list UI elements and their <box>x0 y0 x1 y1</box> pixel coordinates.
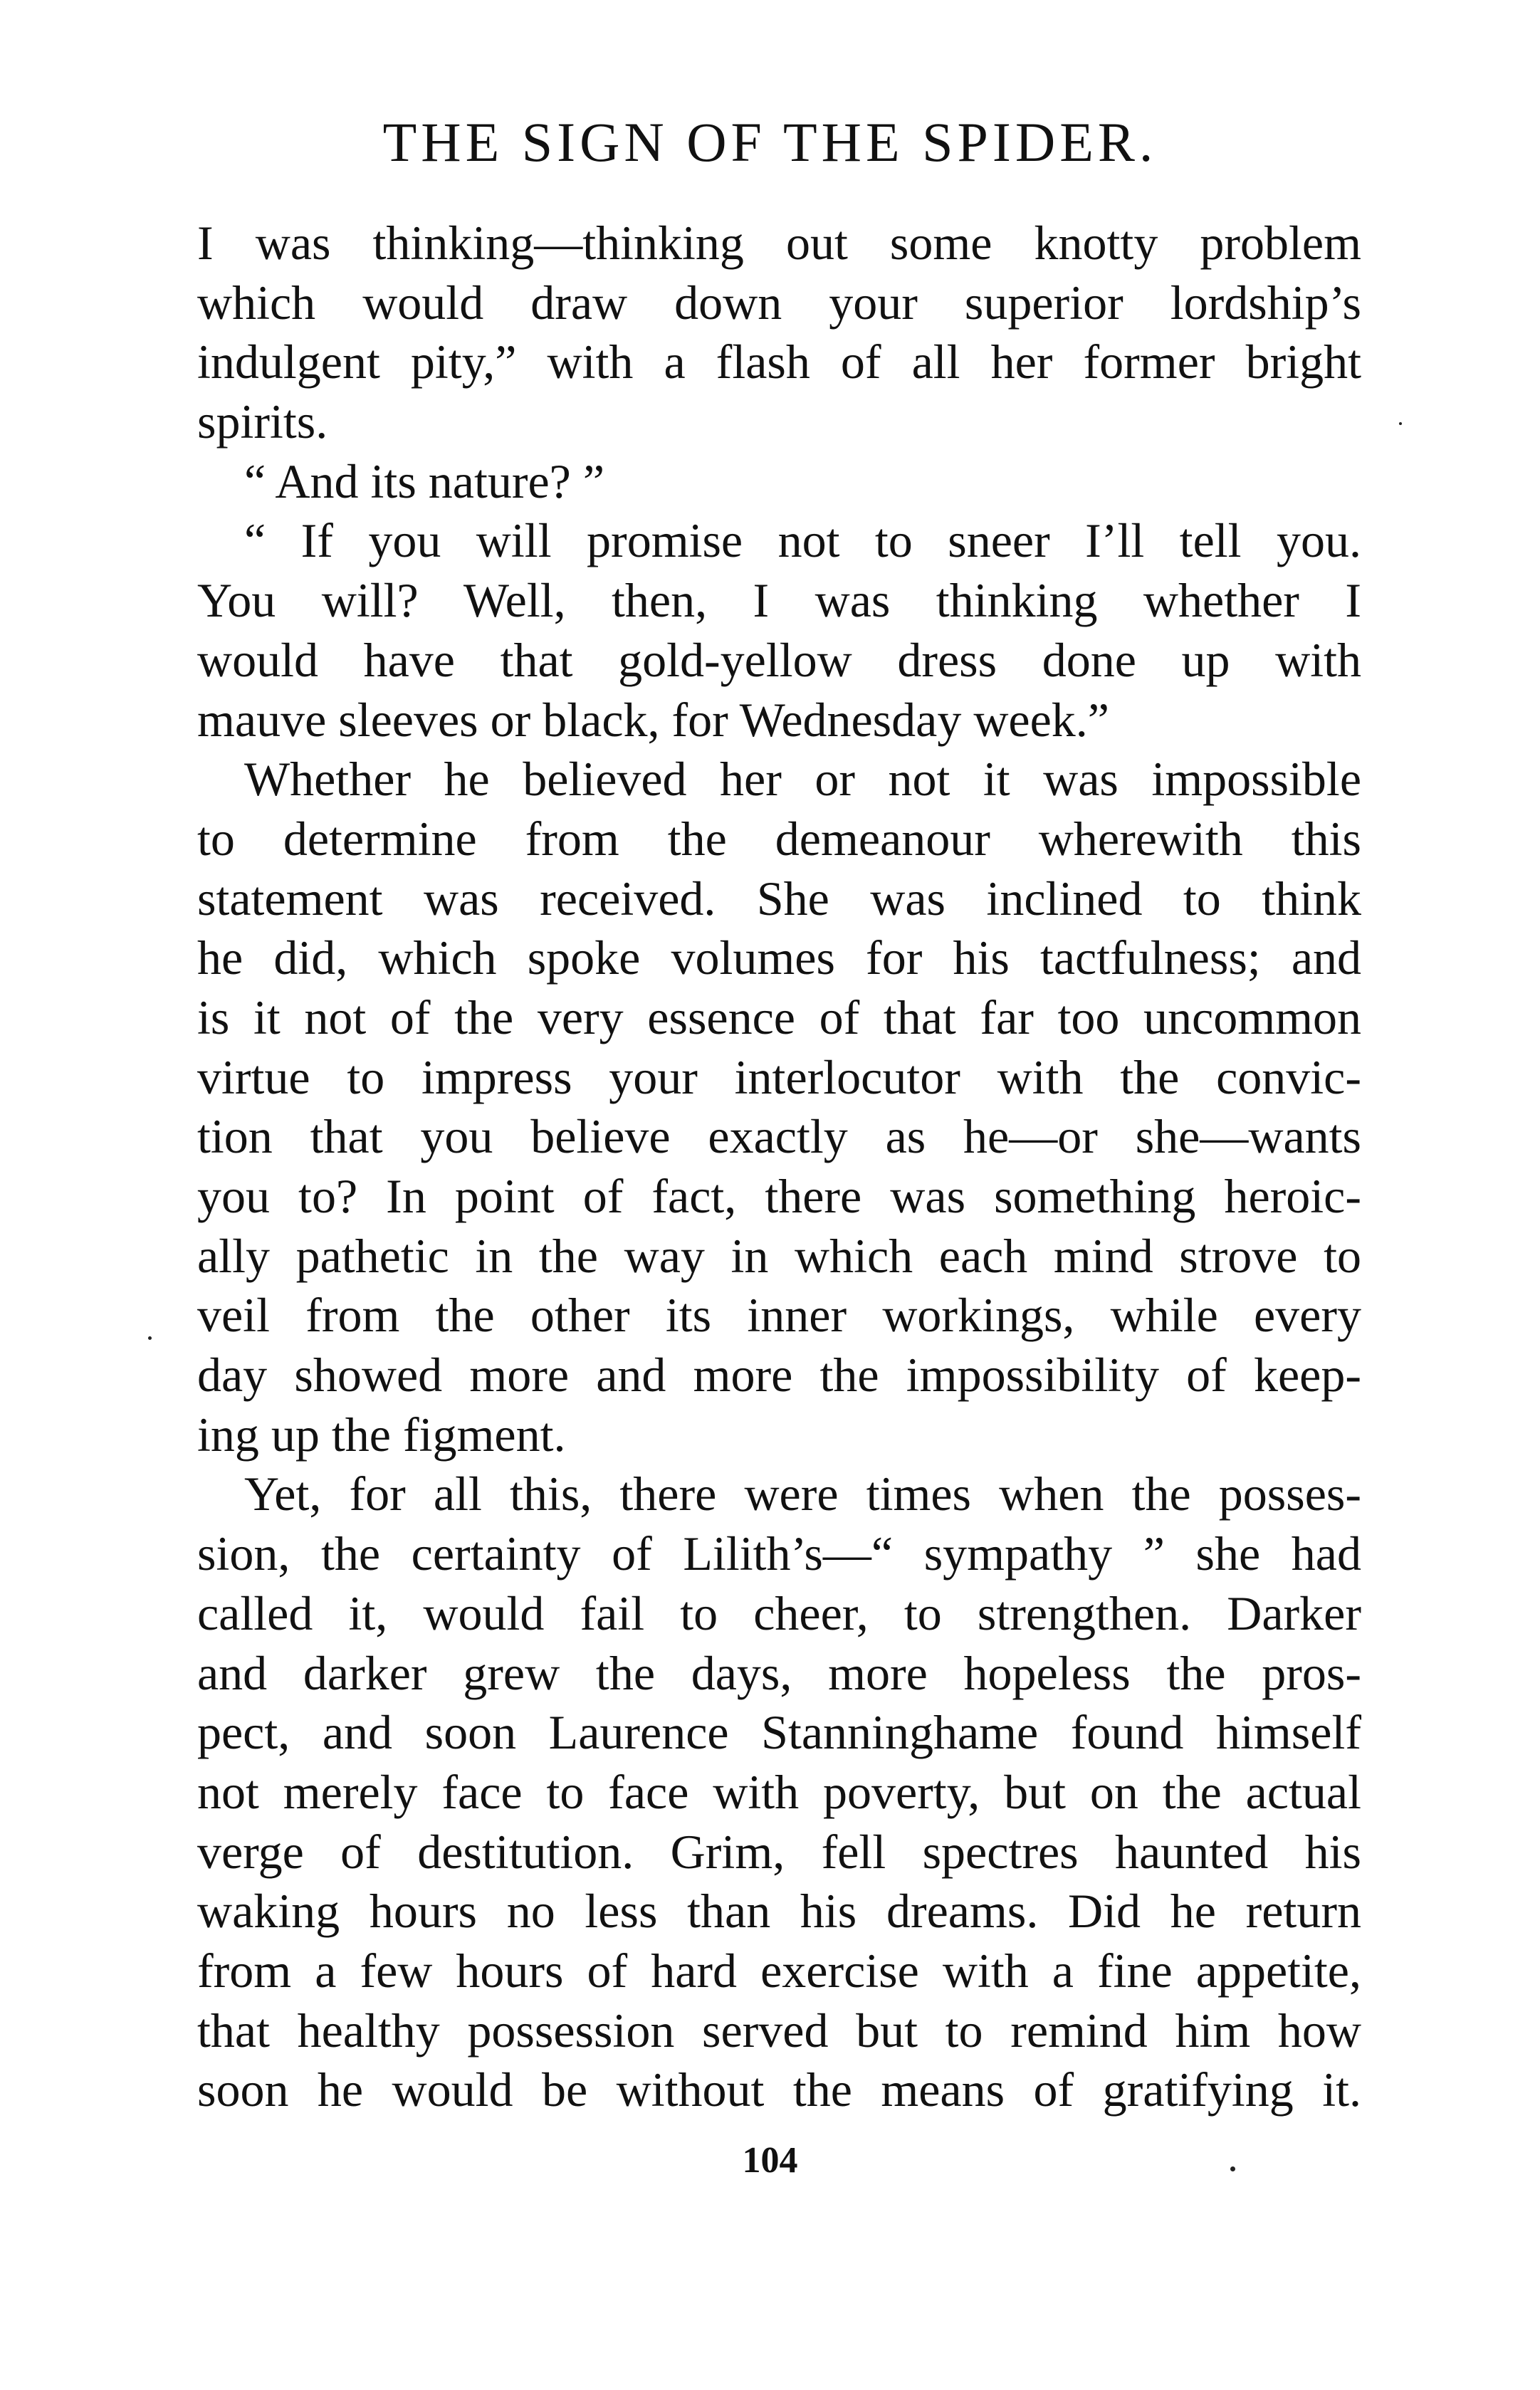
text-line: Whether he believed her or not it was impossible <box>244 752 1361 807</box>
text-line: mauve sleeves or black, for Wednesday week.” <box>197 692 1109 747</box>
text-line: he did, which spoke volumes for his tactfulness; and <box>197 931 1361 985</box>
text-line: ing up the figment. <box>197 1407 566 1462</box>
text-line: verge of destitution. Grim, fell spectres haunted his <box>197 1824 1361 1879</box>
text-line: tion that you believe exactly as he—or she—wants <box>197 1109 1361 1164</box>
text-line: “ And its nature? ” <box>244 454 605 508</box>
text-line: veil from the other its inner workings, while every <box>197 1288 1361 1343</box>
running-title: THE SIGN OF THE SPIDER. <box>382 111 1158 173</box>
text-line: You will? Well, then, I was thinking whether I <box>197 573 1361 628</box>
text-line: indulgent pity,” with a flash of all her former bright <box>197 335 1361 389</box>
text-line: pect, and soon Laurence Stanninghame found himself <box>197 1705 1361 1760</box>
text-line: sion, the certainty of Lilith’s—“ sympathy ” she had <box>197 1526 1361 1581</box>
text-line: which would draw down your superior lordship’s <box>197 275 1361 330</box>
text-line: that healthy possession served but to remind him how <box>197 2003 1361 2058</box>
ink-speck <box>148 1336 152 1340</box>
text-line: from a few hours of hard exercise with a fine appetite, <box>197 1943 1361 1998</box>
text-line: is it not of the very essence of that far too uncommon <box>197 990 1361 1044</box>
text-line: spirits. <box>197 394 328 449</box>
ink-speck <box>1399 422 1402 425</box>
text-line: you to? In point of fact, there was something heroic- <box>197 1169 1361 1223</box>
text-line: statement was received. She was inclined to think <box>197 871 1361 926</box>
text-line: and darker grew the days, more hopeless the pros- <box>197 1645 1361 1700</box>
text-line: soon he would be without the means of gratifying it. <box>197 2063 1361 2117</box>
text-line: would have that gold-yellow dress done up with <box>197 632 1361 687</box>
text-line: “ If you will promise not to sneer I’ll tell you. <box>244 513 1361 568</box>
text-line: day showed more and more the impossibility of keep- <box>197 1348 1361 1403</box>
text-line: not merely face to face with poverty, but on the actual <box>197 1764 1361 1819</box>
text-line: ally pathetic in the way in which each mind strove to <box>197 1228 1361 1283</box>
text-line: Yet, for all this, there were times when the posses- <box>244 1467 1361 1521</box>
text-line: I was thinking—thinking out some knotty problem <box>197 216 1361 270</box>
text-line: called it, would fail to cheer, to strengthen. Darker <box>197 1586 1361 1640</box>
text-line: to determine from the demeanour wherewith this <box>197 811 1361 866</box>
text-line: waking hours no less than his dreams. Did he return <box>197 1884 1361 1939</box>
ink-speck <box>1230 2166 1235 2171</box>
text-line: virtue to impress your interlocutor with the convic- <box>197 1049 1361 1104</box>
page-number: 104 <box>742 2140 798 2181</box>
body-text <box>197 214 1361 2120</box>
